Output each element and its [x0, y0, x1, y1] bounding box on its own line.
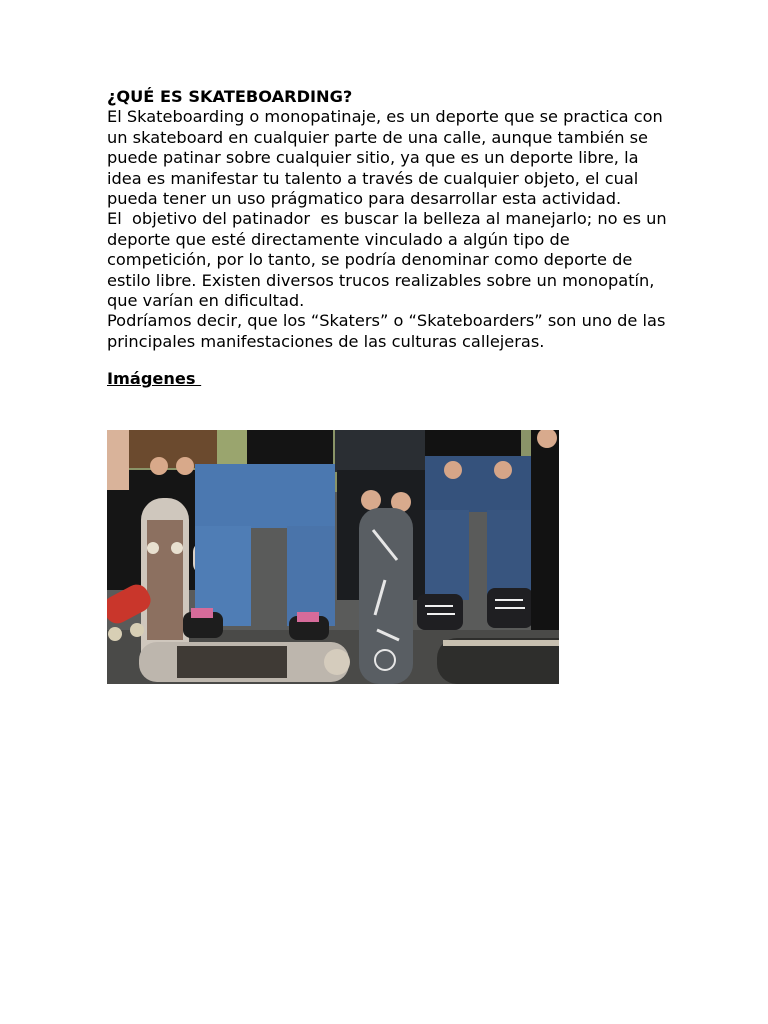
skaters-photo-illustration: [107, 430, 559, 684]
paragraph-definition: El Skateboarding o monopatinaje, es un deporte que se practica con un skateboard en cualquier parte de una calle, aunque también se puede patinar sobre cualquier sitio, ya que es un deporte libre, la idea es manifestar tu talento a través de cualquier objeto, el cual pueda tener un uso prágmatico para desarrollar esta actividad.: [107, 107, 668, 209]
document-title: ¿QUÉ ES SKATEBOARDING?: [107, 87, 353, 106]
paragraph-culture: Podríamos decir, que los “Skaters” o “Skateboarders” son uno de las principales manifestaciones de las culturas callejeras.: [107, 311, 671, 351]
document-body: [107, 87, 677, 390]
paragraph-objective: El objetivo del patinador es buscar la belleza al manejarlo; no es un deporte que esté directamente vinculado a algún tipo de competición, por lo tanto, se podría denominar como deporte de estilo libre. Existen diversos trucos realizables sobre un monopatín, que varían en dificultad.: [107, 209, 672, 311]
skaters-photo: [107, 430, 559, 684]
images-heading: Imágenes: [107, 369, 202, 389]
